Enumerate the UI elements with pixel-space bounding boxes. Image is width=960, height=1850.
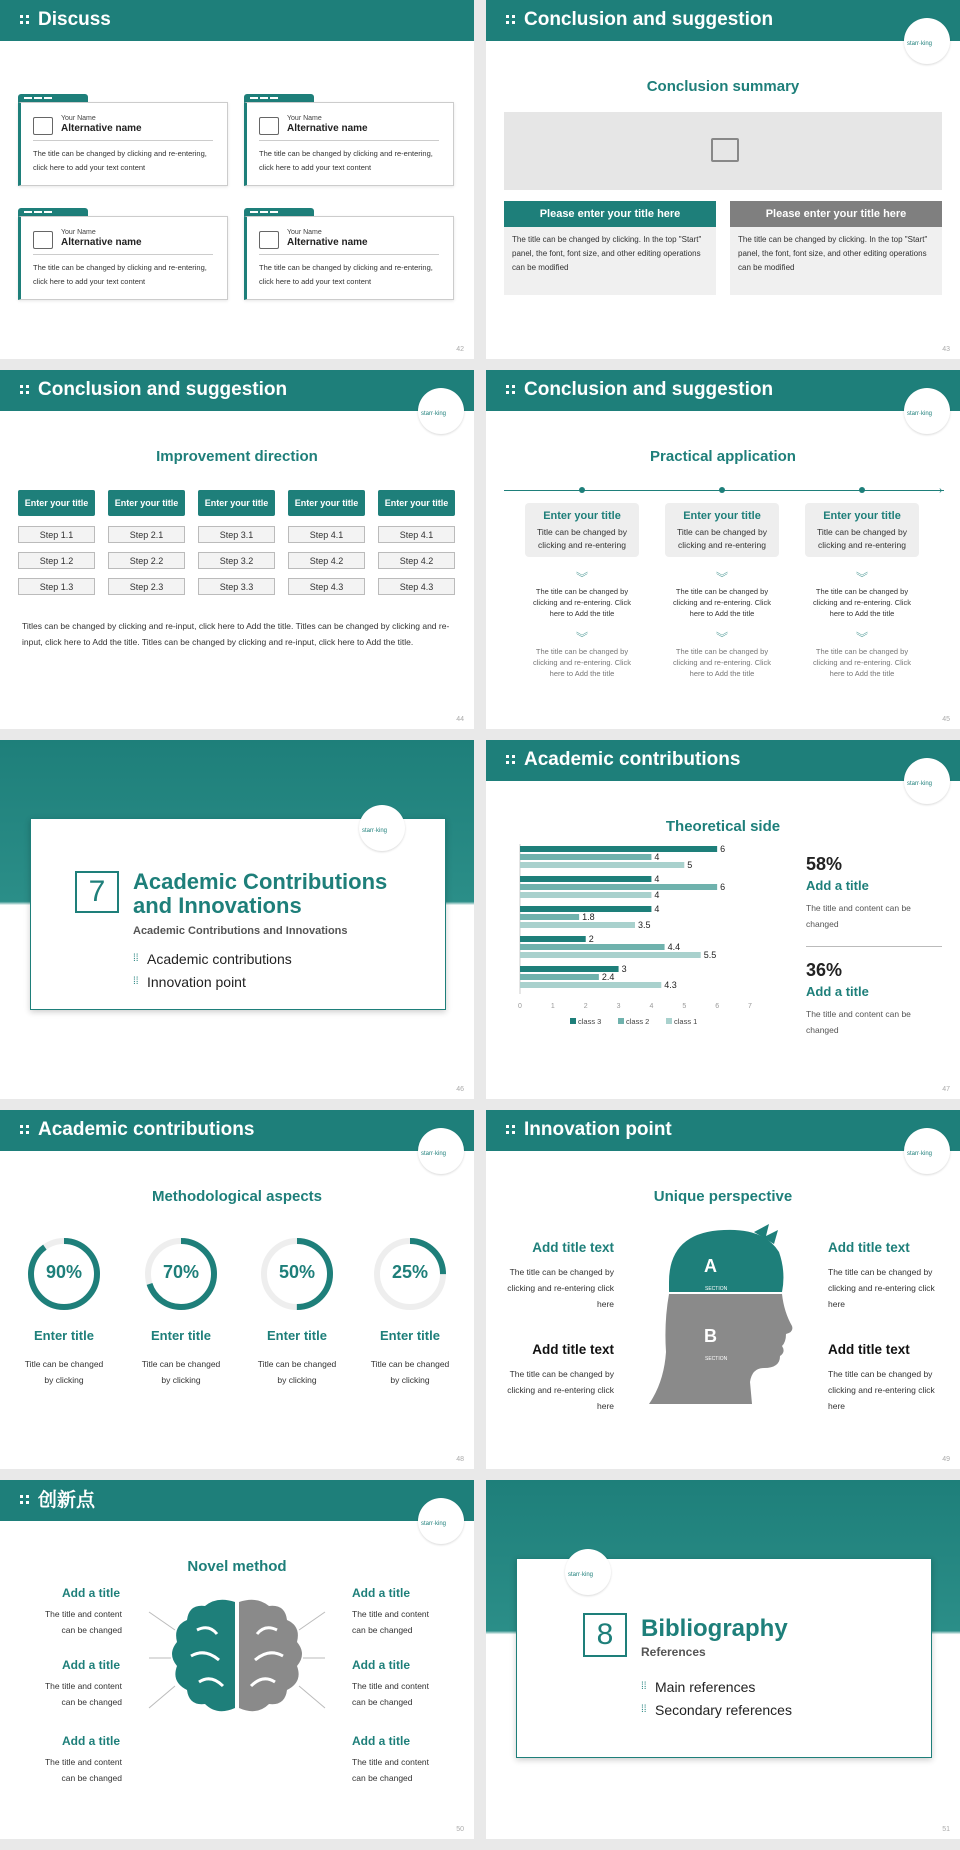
item-text: The title can be changed by clicking and re-entering click here — [507, 1369, 614, 1411]
section-subtitle: Methodological aspects — [151, 1188, 323, 1205]
slide-header — [486, 0, 960, 41]
slide-header — [0, 0, 474, 41]
tick-label: 1 — [550, 1003, 555, 1010]
timeline-dot — [859, 487, 865, 493]
chevron-down-icon: ︾ — [575, 631, 588, 645]
slide-unique-perspective[interactable] — [486, 1110, 960, 1469]
bar — [520, 854, 651, 860]
step[interactable]: Step 1.1 — [18, 526, 95, 543]
card-title: Enter your title — [543, 510, 621, 522]
ring-text: Title can be changed by clicking — [370, 1359, 450, 1385]
step[interactable]: Step 2.2 — [108, 552, 185, 569]
logo: starr·king — [904, 18, 950, 64]
item-text: The title and content can be changed — [44, 1681, 122, 1707]
box-title: Please enter your title here — [730, 201, 942, 227]
bar — [520, 914, 579, 920]
section-subtitle: Conclusion summary — [646, 78, 800, 95]
card-text: The title can be changed by clicking and re-entering, click here to add your text content — [33, 149, 207, 172]
ring-title: Enter title — [267, 1328, 327, 1343]
section-subtitle: Improvement direction — [156, 448, 318, 465]
item-text: The title and content can be changed — [352, 1609, 430, 1635]
stat-title: Add a title — [806, 878, 869, 893]
bullet-icon: ⁞⁞ — [641, 1704, 647, 1715]
tick-label: 7 — [748, 1003, 752, 1010]
logo: starr·king — [904, 758, 950, 804]
section-subtitle: Novel method — [187, 1558, 287, 1575]
data-label: 6 — [720, 844, 726, 854]
detail-text: The title can be changed by clicking and re-entering. Click here to Add the title — [673, 647, 771, 678]
section-title-line1: Academic Contributions — [133, 869, 388, 894]
ring-title: Enter title — [151, 1328, 211, 1343]
step[interactable]: Step 3.3 — [198, 578, 275, 595]
bar — [520, 982, 661, 988]
item-title: Add title text — [828, 1240, 910, 1255]
ring-text: Title can be changed by clicking — [257, 1359, 337, 1385]
dots-icon — [20, 15, 30, 25]
image-placeholder[interactable] — [504, 112, 942, 190]
item-text: The title and content can be changed — [352, 1681, 430, 1707]
card-text: Title can be changed by clicking and re-entering — [537, 527, 627, 550]
chevron-down-icon: ︾ — [855, 631, 868, 645]
section-subtitle: Unique perspective — [653, 1188, 793, 1205]
slide-improvement-direction[interactable] — [0, 370, 474, 729]
chevron-down-icon: ︾ — [575, 571, 588, 585]
item-text: The title and content can be changed — [44, 1757, 122, 1783]
title-card — [30, 818, 446, 1010]
card-title: Enter your title — [683, 510, 761, 522]
dots-icon — [20, 1495, 30, 1505]
summary-box[interactable] — [730, 201, 942, 295]
application-card[interactable] — [805, 503, 919, 557]
bar — [520, 862, 684, 868]
data-label: 4 — [654, 852, 660, 862]
section-a-label: A — [704, 1256, 717, 1276]
bullet-item[interactable]: Innovation point — [147, 974, 246, 990]
tick-label: 4 — [649, 1003, 654, 1010]
page-number: 48 — [456, 1456, 464, 1463]
step[interactable]: Step 1.2 — [18, 552, 95, 569]
page-number: 50 — [456, 1826, 464, 1833]
column-title[interactable]: Enter your title — [198, 490, 275, 516]
data-label: 6 — [720, 882, 726, 892]
column-title[interactable]: Enter your title — [108, 490, 185, 516]
item-text: The title and content can be changed — [352, 1757, 430, 1783]
card-text: The title can be changed by clicking and re-entering, click here to add your text content — [259, 149, 433, 172]
section-caption: SECTION — [705, 1286, 728, 1292]
box-text: The title can be changed by clicking. In the top "Start" panel, the font, font size, and other editing operations can be modified — [512, 235, 702, 272]
ring-text: Title can be changed by clicking — [141, 1359, 221, 1385]
stat-text: The title and content can be changed — [806, 903, 911, 929]
step[interactable]: Step 4.2 — [378, 552, 455, 569]
detail-text: The title can be changed by clicking and re-entering. Click here to Add the title — [533, 587, 631, 618]
item-title: Add a title — [61, 1658, 120, 1672]
stat-percent: 36% — [806, 960, 843, 980]
legend-swatch — [570, 1018, 576, 1024]
card-body — [244, 216, 454, 300]
section-title-line2: and Innovations — [133, 893, 302, 918]
tick-label: 3 — [616, 1003, 621, 1010]
data-label: 4.3 — [664, 980, 677, 990]
your-name: Your Name — [61, 115, 96, 122]
step[interactable]: Step 4.3 — [378, 578, 455, 595]
legend-label: class 3 — [578, 1017, 602, 1026]
section-number: 8 — [583, 1613, 627, 1657]
alternative-name: Alternative name — [287, 237, 368, 248]
page-number: 47 — [942, 1086, 950, 1093]
slide-header — [486, 740, 960, 781]
card-text: Title can be changed by clicking and re-entering — [677, 527, 767, 550]
item-title: Add title text — [532, 1342, 614, 1357]
bar — [520, 922, 635, 928]
page-number: 46 — [456, 1086, 464, 1093]
header-title: Innovation point — [524, 1119, 672, 1140]
detail-text: The title can be changed by clicking and re-entering. Click here to Add the title — [813, 587, 911, 618]
ring-title: Enter title — [34, 1328, 94, 1343]
data-label: 5 — [687, 860, 693, 870]
section-subtitle: Practical application — [650, 448, 796, 465]
dots-icon — [20, 1125, 30, 1135]
data-label: 4.4 — [667, 942, 681, 952]
section-subtitle: Theoretical side — [665, 818, 781, 835]
header-title: Conclusion and suggestion — [38, 379, 288, 400]
column-title[interactable]: Enter your title — [288, 490, 365, 516]
image-icon — [33, 231, 53, 249]
bullet-icon: ⁞⁞ — [133, 976, 139, 987]
ring-title: Enter title — [380, 1328, 440, 1343]
application-card[interactable] — [525, 503, 639, 557]
bullet-icon: ⁞⁞ — [641, 1681, 647, 1692]
dots-icon — [506, 385, 516, 395]
divider — [33, 140, 213, 141]
page-number: 45 — [942, 716, 950, 723]
slide-header — [0, 370, 474, 411]
card-text: The title can be changed by clicking and re-entering, click here to add your text content — [259, 263, 433, 286]
brain-icon — [147, 1590, 327, 1730]
page-number: 49 — [942, 1456, 950, 1463]
bar — [520, 846, 717, 852]
data-label: 3 — [621, 964, 627, 974]
header-title: Academic contributions — [38, 1119, 255, 1140]
ring-percent: 25% — [391, 1262, 429, 1282]
detail-text: The title can be changed by clicking and re-entering. Click here to Add the title — [673, 587, 771, 618]
header-title: Academic contributions — [524, 749, 741, 770]
column-title[interactable]: Enter your title — [18, 490, 95, 516]
slide-bibliography[interactable] — [486, 1480, 960, 1839]
ring-percent: 90% — [45, 1262, 83, 1282]
ring-text: Title can be changed by clicking — [24, 1359, 104, 1385]
text-card[interactable] — [244, 208, 454, 292]
dots-icon — [20, 385, 30, 395]
box-title: Please enter your title here — [504, 201, 716, 227]
slide-section-7[interactable] — [0, 740, 474, 1099]
divider — [806, 946, 942, 947]
tick-label: 6 — [715, 1003, 720, 1010]
paragraph: Titles can be changed by clicking and re-input, click here to Add the title. Titles can be changed by clicking and re-input, click here to Add the title. Titles can be changed by clicking and re-input, click here to Add the title. — [22, 621, 450, 647]
your-name: Your Name — [61, 229, 96, 236]
head-silhouette — [644, 1222, 794, 1412]
section-subtitle: Academic Contributions and Innovations — [133, 925, 348, 937]
data-label: 5.5 — [703, 950, 717, 960]
step[interactable]: Step 4.1 — [378, 526, 455, 543]
slide-theoretical-side[interactable] — [486, 740, 960, 1099]
text-card[interactable] — [244, 94, 454, 178]
page-number: 44 — [456, 716, 464, 723]
slide-header — [486, 370, 960, 411]
bullet-icon: ⁞⁞ — [133, 953, 139, 964]
image-icon — [33, 117, 53, 135]
data-label: 2.4 — [601, 972, 615, 982]
ring-percent: 50% — [278, 1262, 316, 1282]
card-body — [18, 216, 228, 300]
page-number: 42 — [456, 346, 464, 353]
data-label: 4 — [654, 904, 660, 914]
section-caption: SECTION — [705, 1356, 728, 1362]
slide-methodological-aspects[interactable] — [0, 1110, 474, 1469]
add-image-icon — [711, 138, 739, 162]
your-name: Your Name — [287, 115, 322, 122]
card-text: The title can be changed by clicking and re-entering, click here to add your text content — [33, 263, 207, 286]
chevron-down-icon: ︾ — [855, 571, 868, 585]
timeline-dot — [719, 487, 725, 493]
alternative-name: Alternative name — [61, 123, 142, 134]
legend-label: class 2 — [626, 1017, 650, 1026]
chevron-down-icon: ︾ — [715, 631, 728, 645]
image-icon — [259, 231, 279, 249]
alternative-name: Alternative name — [287, 123, 368, 134]
item-title: Add a title — [61, 1586, 120, 1600]
bar — [520, 944, 665, 950]
stat-percent: 58% — [806, 854, 843, 874]
header-title: 创新点 — [38, 1489, 96, 1511]
text-card[interactable] — [18, 208, 228, 292]
item-title: Add a title — [352, 1658, 411, 1672]
step[interactable]: Step 3.2 — [198, 552, 275, 569]
chevron-down-icon: ︾ — [715, 571, 728, 585]
header-title: Conclusion and suggestion — [524, 379, 774, 400]
your-name: Your Name — [287, 229, 322, 236]
slide-header — [486, 1110, 960, 1151]
section-subtitle: References — [641, 1645, 706, 1659]
column-title[interactable]: Enter your title — [378, 490, 455, 516]
detail-text: The title can be changed by clicking and re-entering. Click here to Add the title — [533, 647, 631, 678]
bar-chart — [504, 838, 764, 1028]
data-label: 3.5 — [638, 920, 651, 930]
slide-novel-method[interactable] — [0, 1480, 474, 1839]
logo: starr·king — [359, 805, 405, 851]
timeline-arrow-icon: › — [939, 485, 943, 496]
bullet-item[interactable]: Secondary references — [655, 1702, 792, 1718]
legend-label: class 1 — [674, 1017, 698, 1026]
slide-header — [0, 1480, 474, 1521]
stat-title: Add a title — [806, 984, 869, 999]
ring-percent: 70% — [162, 1262, 200, 1282]
step[interactable]: Step 4.2 — [288, 552, 365, 569]
detail-text: The title can be changed by clicking and re-entering. Click here to Add the title — [813, 647, 911, 678]
dots-icon — [506, 1125, 516, 1135]
logo: starr·king — [418, 1498, 464, 1544]
item-title: Add a title — [352, 1734, 411, 1748]
stat-text: The title and content can be changed — [806, 1009, 911, 1035]
item-title: Add title text — [828, 1342, 910, 1357]
bar — [520, 884, 717, 890]
logo: starr·king — [418, 1128, 464, 1174]
alternative-name: Alternative name — [61, 237, 142, 248]
bar — [520, 876, 651, 882]
logo: starr·king — [904, 1128, 950, 1174]
section-title: Bibliography — [641, 1615, 788, 1642]
step[interactable]: Step 2.1 — [108, 526, 185, 543]
dots-icon — [506, 15, 516, 25]
section-number: 7 — [75, 871, 119, 913]
item-text: The title and content can be changed — [44, 1609, 122, 1635]
bar — [520, 892, 651, 898]
section-b-label: B — [704, 1326, 717, 1346]
dots-icon — [506, 755, 516, 765]
tick-label: 2 — [583, 1003, 588, 1010]
divider — [259, 254, 439, 255]
data-label: 2 — [588, 934, 594, 944]
card-title: Enter your title — [823, 510, 901, 522]
text-card[interactable] — [18, 94, 228, 178]
slide-practical-application[interactable] — [486, 370, 960, 729]
tick-label: 5 — [682, 1003, 687, 1010]
step[interactable]: Step 1.3 — [18, 578, 95, 595]
item-text: The title can be changed by clicking and re-entering click here — [828, 1267, 935, 1309]
image-icon — [259, 117, 279, 135]
slide-header — [0, 1110, 474, 1151]
divider — [33, 254, 213, 255]
bar — [520, 952, 701, 958]
tick-label: 0 — [518, 1003, 522, 1010]
card-text: Title can be changed by clicking and re-entering — [817, 527, 907, 550]
bar — [520, 974, 599, 980]
bar — [520, 936, 586, 942]
legend-swatch — [618, 1018, 624, 1024]
data-label: 4 — [654, 890, 660, 900]
step[interactable]: Step 4.1 — [288, 526, 365, 543]
item-text: The title can be changed by clicking and re-entering click here — [828, 1369, 935, 1411]
item-title: Add title text — [532, 1240, 614, 1255]
page-number: 51 — [942, 1826, 950, 1833]
divider — [259, 140, 439, 141]
timeline-dot — [579, 487, 585, 493]
item-title: Add a title — [61, 1734, 120, 1748]
card-body — [244, 102, 454, 186]
data-label: 4 — [654, 874, 660, 884]
step[interactable]: Step 4.3 — [288, 578, 365, 595]
step[interactable]: Step 2.3 — [108, 578, 185, 595]
title-card — [516, 1558, 932, 1758]
page-number: 43 — [942, 346, 950, 353]
logo: starr·king — [418, 388, 464, 434]
header-title: Discuss — [38, 9, 111, 30]
slide-discuss[interactable] — [0, 0, 474, 359]
legend-swatch — [666, 1018, 672, 1024]
item-title: Add a title — [352, 1586, 411, 1600]
box-text: The title can be changed by clicking. In the top "Start" panel, the font, font size, and other editing operations can be modified — [738, 235, 928, 272]
slide-conclusion-summary[interactable] — [486, 0, 960, 359]
item-text: The title can be changed by clicking and re-entering click here — [507, 1267, 614, 1309]
summary-box[interactable] — [504, 201, 716, 295]
header-title: Conclusion and suggestion — [524, 9, 774, 30]
card-body — [18, 102, 228, 186]
step[interactable]: Step 3.1 — [198, 526, 275, 543]
bullet-item[interactable]: Academic contributions — [147, 951, 292, 967]
logo: starr·king — [565, 1549, 611, 1595]
bullet-item[interactable]: Main references — [655, 1679, 756, 1695]
application-card[interactable] — [665, 503, 779, 557]
data-label: 1.8 — [582, 912, 595, 922]
logo: starr·king — [904, 388, 950, 434]
